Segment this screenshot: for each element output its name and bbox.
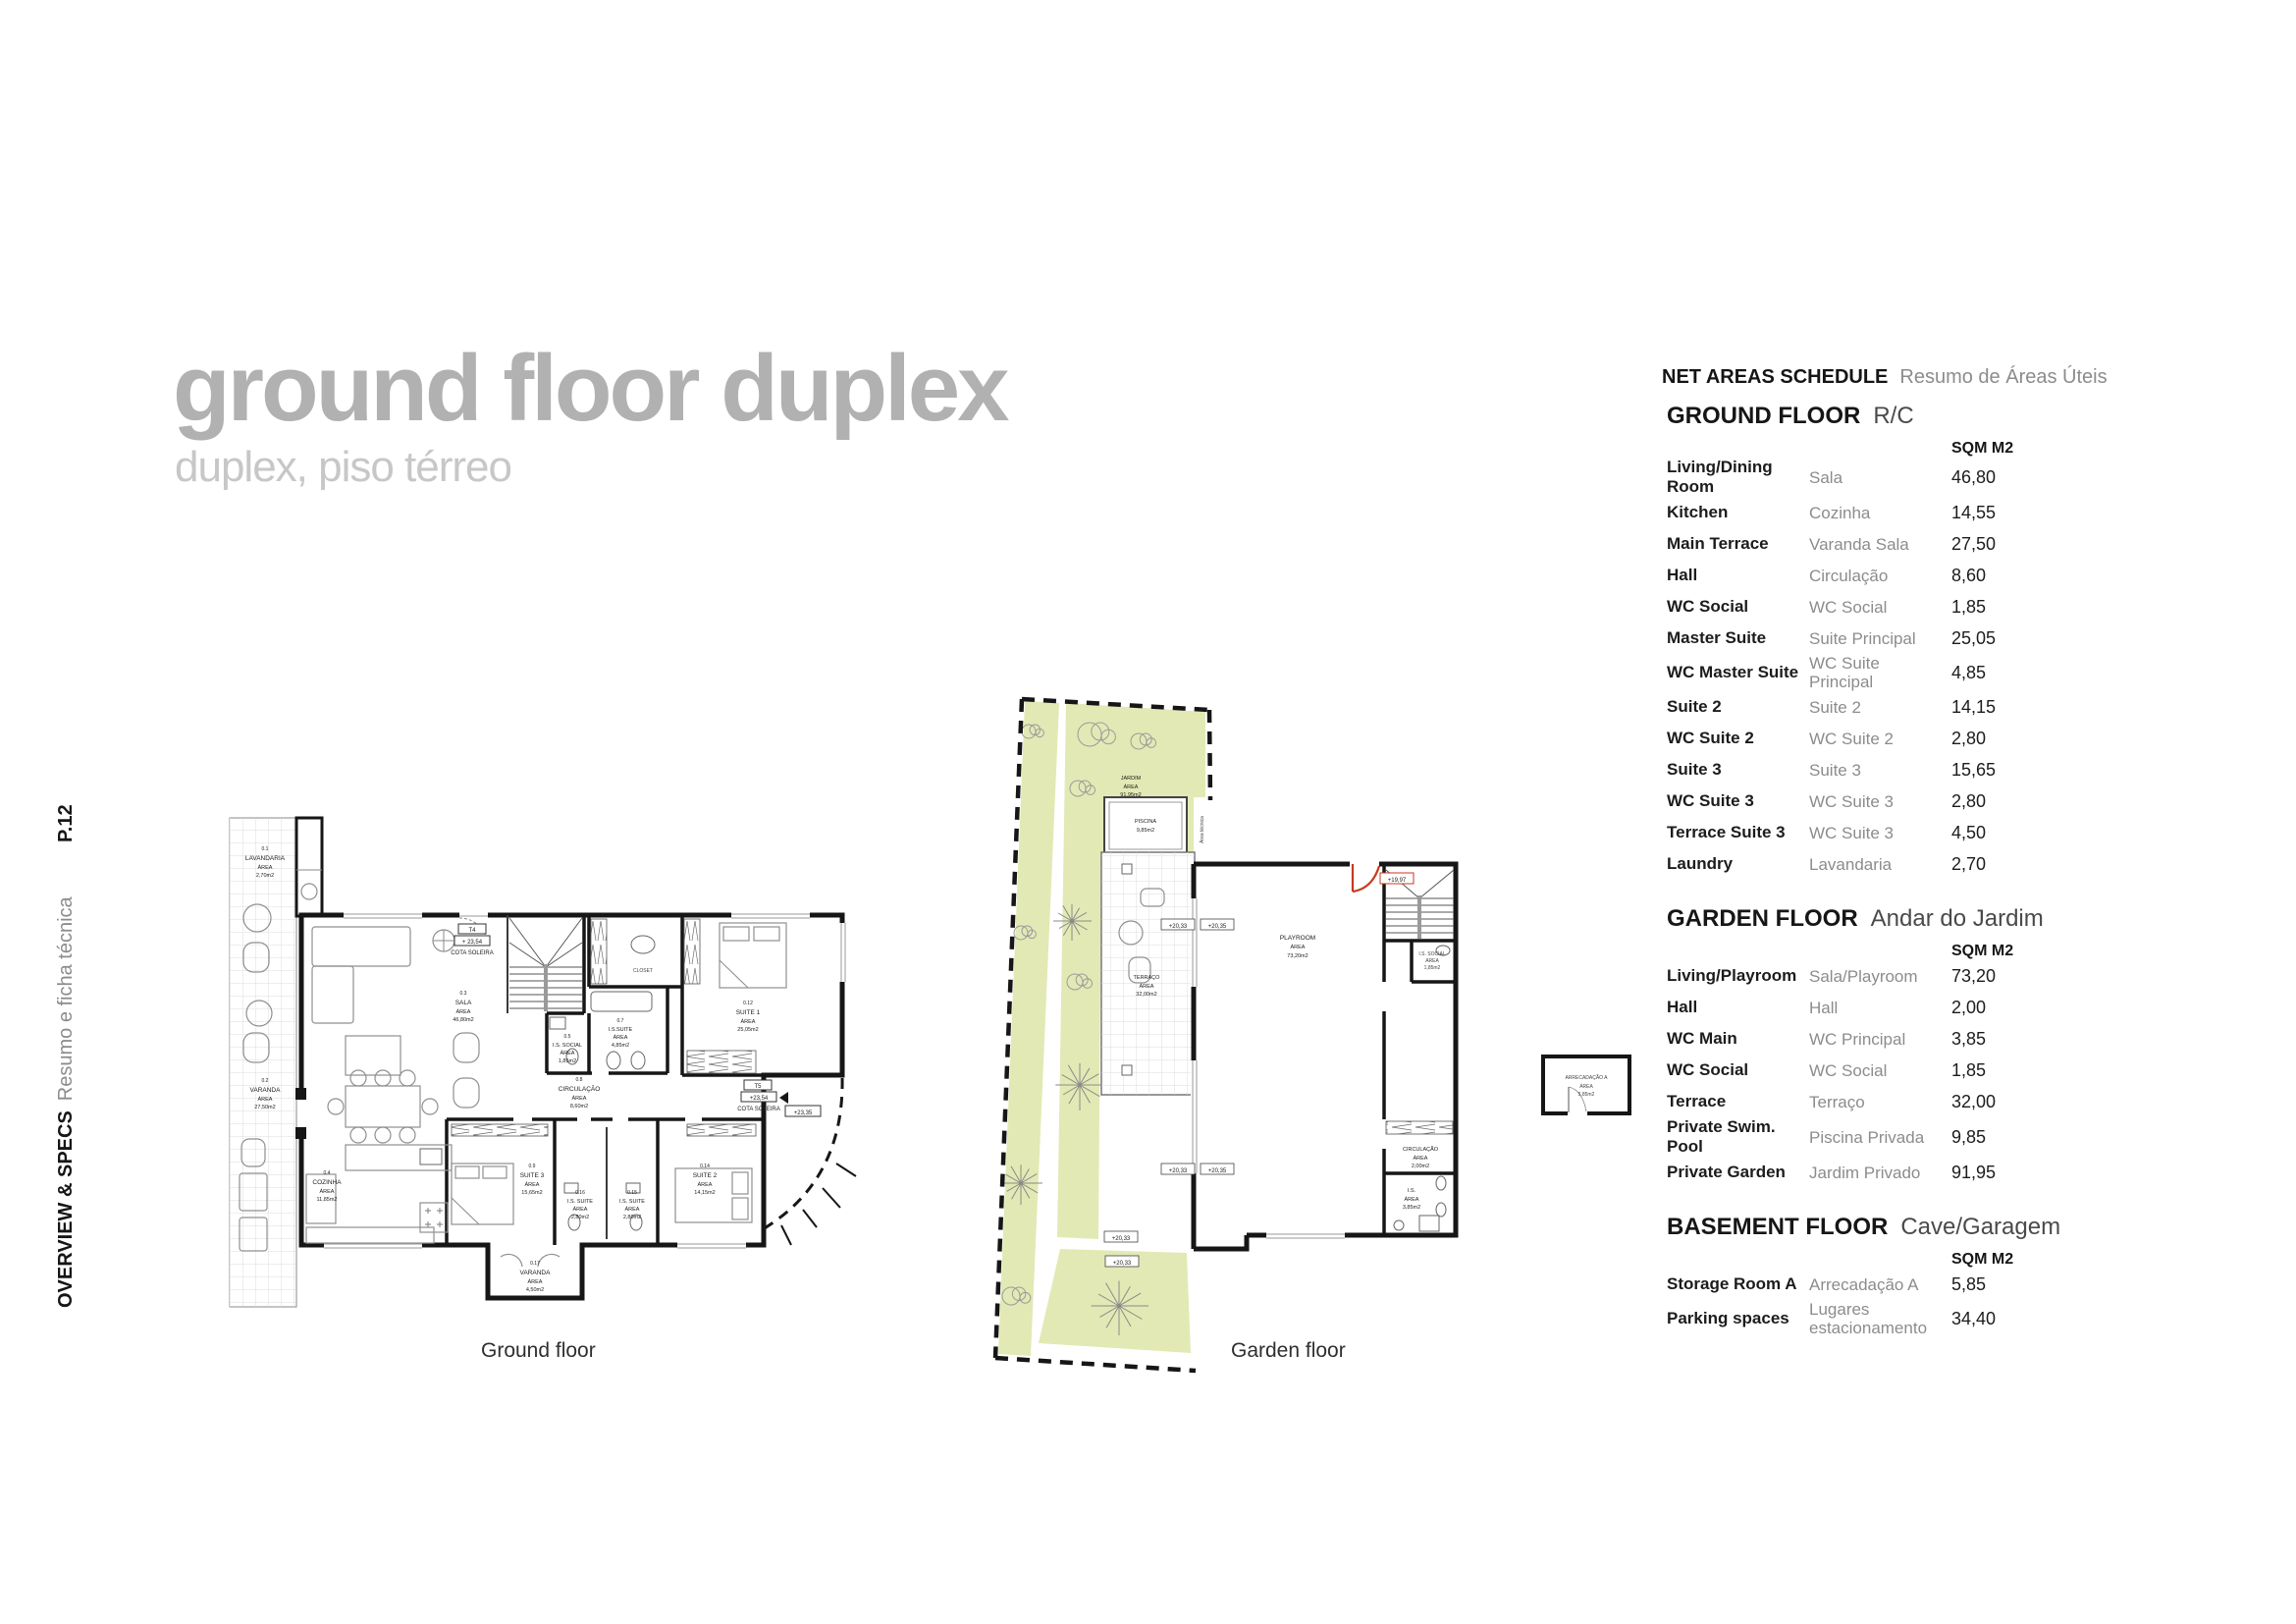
svg-text:I.S. SOCIALÁREA1,85m2: I.S. SOCIAL ÁREA 1,85m2 — [1418, 951, 1446, 971]
sqm-header-row — [1667, 1251, 2094, 1269]
driveway-arc — [758, 1078, 856, 1245]
svg-text:5,85m2: 5,85m2 — [1577, 1092, 1595, 1098]
section-title — [1667, 403, 2094, 430]
table-row — [1667, 992, 2094, 1023]
room-area-value: 1,85 — [1951, 1059, 1987, 1080]
room-area-value: 2,70 — [1951, 853, 1987, 874]
table-row — [1667, 754, 2094, 785]
svg-text:Área técnica: Área técnica — [1200, 816, 1205, 843]
spacer — [1667, 1251, 1809, 1269]
garden-floor-caption: Garden floor — [1231, 1339, 1346, 1362]
room-name-en: Parking spaces — [1667, 1309, 1789, 1327]
spacer — [1809, 1251, 1951, 1269]
room-name-pt: Cozinha — [1809, 503, 1871, 522]
room-name-pt: Hall — [1809, 998, 1839, 1017]
room-area-value: 27,50 — [1951, 533, 1997, 554]
room-name-en: Terrace Suite 3 — [1667, 823, 1786, 841]
svg-text:T4: T4 — [468, 928, 476, 934]
room-name-en: Hall — [1667, 566, 1698, 584]
room-area-value: 25,05 — [1951, 627, 1997, 648]
svg-text:CLOSET: CLOSET — [632, 968, 654, 974]
svg-text:+20,33: +20,33 — [1112, 1261, 1132, 1267]
room-name-pt: Arrecadação A — [1809, 1274, 1919, 1294]
section-title-en: GARDEN FLOOR — [1667, 905, 1858, 932]
svg-text:0.12SUITE 1ÁREA25,05m2: 0.12 SUITE 1 ÁREA 25,05m2 — [735, 1001, 761, 1033]
room-area-value: 32,00 — [1951, 1091, 1997, 1111]
svg-text:+23,35: +23,35 — [793, 1110, 813, 1116]
room-name-pt: WC Social — [1809, 1060, 1888, 1080]
schedule-subtitle: Resumo de Áreas Úteis — [1899, 366, 2108, 388]
room-area-value: 2,80 — [1951, 790, 1987, 811]
room-area-value: 34,40 — [1951, 1308, 1997, 1328]
svg-text:0.2VARANDAÁREA27,50m2: 0.2 VARANDA ÁREA 27,50m2 — [249, 1078, 281, 1110]
room-name-pt: Suite 3 — [1809, 760, 1861, 780]
schedule-section — [1662, 1214, 2094, 1337]
table-row — [1667, 960, 2094, 992]
svg-text:0.17VARANDAÁREA4,50m2: 0.17 VARANDA ÁREA 4,50m2 — [519, 1261, 551, 1293]
svg-text:0.16I.S. SUITEÁREA2,80m2: 0.16 I.S. SUITE ÁREA 2,80m2 — [567, 1190, 593, 1220]
schedule-sections — [1662, 403, 2094, 1337]
spacer — [1809, 440, 1951, 458]
svg-text:0.15I.S. SUITEÁREA2,80m2: 0.15 I.S. SUITE ÁREA 2,80m2 — [619, 1190, 645, 1220]
room-name-en: Suite 2 — [1667, 697, 1722, 716]
room-name-en: Kitchen — [1667, 503, 1729, 521]
table-row — [1667, 654, 2094, 691]
svg-text:+20,35: +20,35 — [1207, 1168, 1227, 1174]
section-title-pt: R/C — [1873, 403, 1914, 429]
sqm-header-row — [1667, 440, 2094, 458]
table-row — [1667, 723, 2094, 754]
room-name-pt: Piscina Privada — [1809, 1127, 1925, 1147]
section-title-en: GROUND FLOOR — [1667, 403, 1861, 429]
section-title-pt: Andar do Jardim — [1870, 905, 2044, 932]
svg-text:0.4COZINHAÁREA11,85m2: 0.4 COZINHA ÁREA 11,85m2 — [312, 1170, 342, 1203]
ground-floor-plan — [221, 805, 869, 1316]
room-name-pt: WC Social — [1809, 597, 1888, 617]
room-area-value: 4,50 — [1951, 822, 1987, 842]
svg-text:0.7I.S.SUITEÁREA4,85m2: 0.7 I.S.SUITE ÁREA 4,85m2 — [608, 1018, 633, 1049]
room-area-value: 14,15 — [1951, 696, 1997, 717]
room-name-pt: Sala/Playroom — [1809, 966, 1918, 986]
sqm-column-header: SQM M2 — [1951, 440, 2014, 457]
svg-text:0.1LAVANDARIAÁREA2,70m2: 0.1 LAVANDARIA ÁREA 2,70m2 — [244, 846, 286, 879]
svg-text:ÁREA: ÁREA — [1579, 1084, 1593, 1090]
page-number: P.12 — [55, 804, 77, 842]
svg-text:+19,97: +19,97 — [1387, 878, 1407, 884]
room-area-value: 5,85 — [1951, 1273, 1987, 1294]
svg-text:T5: T5 — [754, 1084, 762, 1090]
svg-text:TERRAÇO: TERRAÇO — [1133, 975, 1160, 981]
room-name-pt: Terraço — [1809, 1092, 1865, 1111]
schedule-section — [1662, 905, 2094, 1188]
table-row — [1667, 1269, 2094, 1300]
garden-floor-plan — [987, 687, 1634, 1384]
garden-terrace — [1101, 852, 1195, 1095]
table-row — [1667, 528, 2094, 560]
sidebar-section-subtitle: Resumo e ficha técnica — [55, 896, 77, 1102]
section-title-en: BASEMENT FLOOR — [1667, 1214, 1889, 1240]
table-row — [1667, 785, 2094, 817]
table-row — [1667, 497, 2094, 528]
svg-text:+ 23,54: + 23,54 — [461, 940, 483, 946]
schedule-title: NET AREAS SCHEDULE — [1662, 366, 1889, 388]
room-name-en: WC Suite 2 — [1667, 729, 1754, 747]
room-name-pt: WC Suite 3 — [1809, 823, 1894, 842]
svg-text:PISCINA: PISCINA — [1134, 819, 1157, 825]
room-area-value: 4,85 — [1951, 662, 1987, 682]
room-area-value: 91,95 — [1951, 1162, 1997, 1182]
page-subtitle: duplex, piso térreo — [175, 443, 511, 491]
schedule-header — [1662, 365, 2108, 389]
svg-text:9,85m2: 9,85m2 — [1136, 828, 1155, 834]
table-row — [1667, 591, 2094, 623]
spacer — [1667, 943, 1809, 960]
title-block — [173, 336, 1007, 491]
swimming-pool — [1104, 797, 1187, 854]
svg-text:0.5I.S. SOCIALÁREA1,85m2: 0.5 I.S. SOCIAL ÁREA 1,85m2 — [553, 1034, 582, 1064]
room-name-en: WC Master Suite — [1667, 663, 1799, 681]
table-row — [1667, 458, 2094, 497]
ground-terrace-strip — [230, 818, 296, 1307]
svg-text:ARRECADAÇÃO A: ARRECADAÇÃO A — [1565, 1075, 1608, 1081]
page-title: ground floor duplex — [173, 336, 1007, 441]
room-name-pt: Suite Principal — [1809, 628, 1916, 648]
room-area-value: 2,80 — [1951, 728, 1987, 748]
section-rows — [1667, 960, 2094, 1188]
svg-text:0.14SUITE 2ÁREA14,15m2: 0.14 SUITE 2 ÁREA 14,15m2 — [692, 1164, 718, 1196]
svg-text:COTA SOLEIRA: COTA SOLEIRA — [451, 950, 494, 956]
sqm-header-row — [1667, 943, 2094, 960]
room-name-pt: Lugares estacionamento — [1809, 1300, 1928, 1337]
svg-text:+20,33: +20,33 — [1168, 1168, 1188, 1174]
room-name-en: Living/Playroom — [1667, 966, 1797, 985]
svg-text:+20,35: +20,35 — [1207, 924, 1227, 930]
room-name-pt: Varanda Sala — [1809, 534, 1909, 554]
table-row — [1667, 1086, 2094, 1117]
room-name-en: WC Suite 3 — [1667, 791, 1754, 810]
room-name-pt: WC Suite 3 — [1809, 791, 1894, 811]
sidebar-section-label — [55, 886, 78, 1308]
svg-text:+20,33: +20,33 — [1168, 924, 1188, 930]
room-area-value: 8,60 — [1951, 565, 1987, 585]
storage-room-plan — [1536, 1049, 1639, 1125]
room-name-pt: Jardim Privado — [1809, 1163, 1921, 1182]
room-area-value: 2,00 — [1951, 997, 1987, 1017]
room-name-en: Hall — [1667, 998, 1698, 1016]
room-name-pt: Sala — [1809, 467, 1843, 487]
table-row — [1667, 1157, 2094, 1188]
svg-text:ÁREA: ÁREA — [1139, 984, 1154, 990]
room-name-en: Main Terrace — [1667, 534, 1769, 553]
table-row — [1667, 817, 2094, 848]
room-area-value: 46,80 — [1951, 466, 1997, 487]
table-row — [1667, 691, 2094, 723]
room-name-pt: Lavandaria — [1809, 854, 1893, 874]
laundry-room — [296, 818, 322, 916]
sidebar-section-title: OVERVIEW & SPECS — [55, 1110, 77, 1308]
ground-partitions — [447, 915, 842, 1245]
wardrobes — [452, 919, 756, 1136]
room-area-value: 3,85 — [1951, 1028, 1987, 1049]
room-name-en: WC Main — [1667, 1029, 1737, 1048]
room-name-en: Laundry — [1667, 854, 1734, 873]
svg-text:+23,54: +23,54 — [749, 1096, 769, 1102]
table-row — [1667, 1300, 2094, 1337]
table-row — [1667, 1055, 2094, 1086]
svg-text:COTA SOLEIRA: COTA SOLEIRA — [737, 1107, 780, 1112]
svg-text:CIRCULAÇÃOÁREA2,00m2: CIRCULAÇÃO ÁREA 2,00m2 — [1402, 1147, 1439, 1169]
spacer — [1667, 440, 1809, 458]
room-name-pt: WC Suite 2 — [1809, 729, 1894, 748]
svg-text:32,00m2: 32,00m2 — [1136, 992, 1157, 998]
room-name-en: Living/Dining Room — [1667, 458, 1773, 496]
room-name-pt: Suite 2 — [1809, 697, 1861, 717]
room-area-value: 14,55 — [1951, 502, 1997, 522]
room-name-en: WC Social — [1667, 597, 1749, 616]
section-title-pt: Cave/Garagem — [1900, 1214, 2061, 1240]
svg-text:0.3SALAÁREA46,80m2: 0.3 SALA ÁREA 46,80m2 — [453, 991, 474, 1023]
section-rows — [1667, 1269, 2094, 1337]
schedule-section — [1662, 403, 2094, 880]
svg-text:I.S.ÁREA3,85m2: I.S. ÁREA 3,85m2 — [1402, 1188, 1421, 1211]
room-name-pt: WC Principal — [1809, 1029, 1906, 1049]
table-row — [1667, 623, 2094, 654]
sqm-column-header: SQM M2 — [1951, 943, 2014, 959]
svg-text:JARDIMÁREA91,95m2: JARDIM ÁREA 91,95m2 — [1120, 776, 1142, 798]
room-name-en: Suite 3 — [1667, 760, 1722, 779]
svg-text:+20,33: +20,33 — [1111, 1236, 1131, 1242]
room-name-pt: WC Suite Principal — [1809, 654, 1880, 691]
svg-text:PLAYROOMÁREA73,20m2: PLAYROOM ÁREA 73,20m2 — [1279, 935, 1316, 959]
ground-floor-caption: Ground floor — [481, 1339, 596, 1362]
room-area-value: 15,65 — [1951, 759, 1997, 780]
room-name-en: WC Social — [1667, 1060, 1749, 1079]
section-title — [1667, 905, 2094, 933]
staircase — [509, 918, 582, 1011]
section-rows — [1667, 458, 2094, 880]
room-area-value: 9,85 — [1951, 1126, 1987, 1147]
room-name-en: Private Swim. Pool — [1667, 1117, 1776, 1156]
table-row — [1667, 848, 2094, 880]
room-area-value: 1,85 — [1951, 596, 1987, 617]
table-row — [1667, 1023, 2094, 1055]
room-name-en: Storage Room A — [1667, 1274, 1797, 1293]
svg-text:0.9SUITE 3ÁREA15,65m2: 0.9 SUITE 3 ÁREA 15,65m2 — [519, 1164, 545, 1196]
net-areas-schedule — [1662, 365, 2108, 1337]
table-row — [1667, 560, 2094, 591]
room-area-value: 73,20 — [1951, 965, 1997, 986]
room-name-pt: Circulação — [1809, 566, 1889, 585]
spacer — [1809, 943, 1951, 960]
table-row — [1667, 1117, 2094, 1157]
room-name-en: Terrace — [1667, 1092, 1727, 1110]
ground-level-badges — [451, 924, 821, 1116]
sqm-column-header: SQM M2 — [1951, 1251, 2014, 1268]
room-name-en: Private Garden — [1667, 1163, 1786, 1181]
section-title — [1667, 1214, 2094, 1241]
room-name-en: Master Suite — [1667, 628, 1767, 647]
svg-text:0.8CIRCULAÇÃOÁREA8,60m2: 0.8 CIRCULAÇÃO ÁREA 8,60m2 — [558, 1077, 601, 1110]
